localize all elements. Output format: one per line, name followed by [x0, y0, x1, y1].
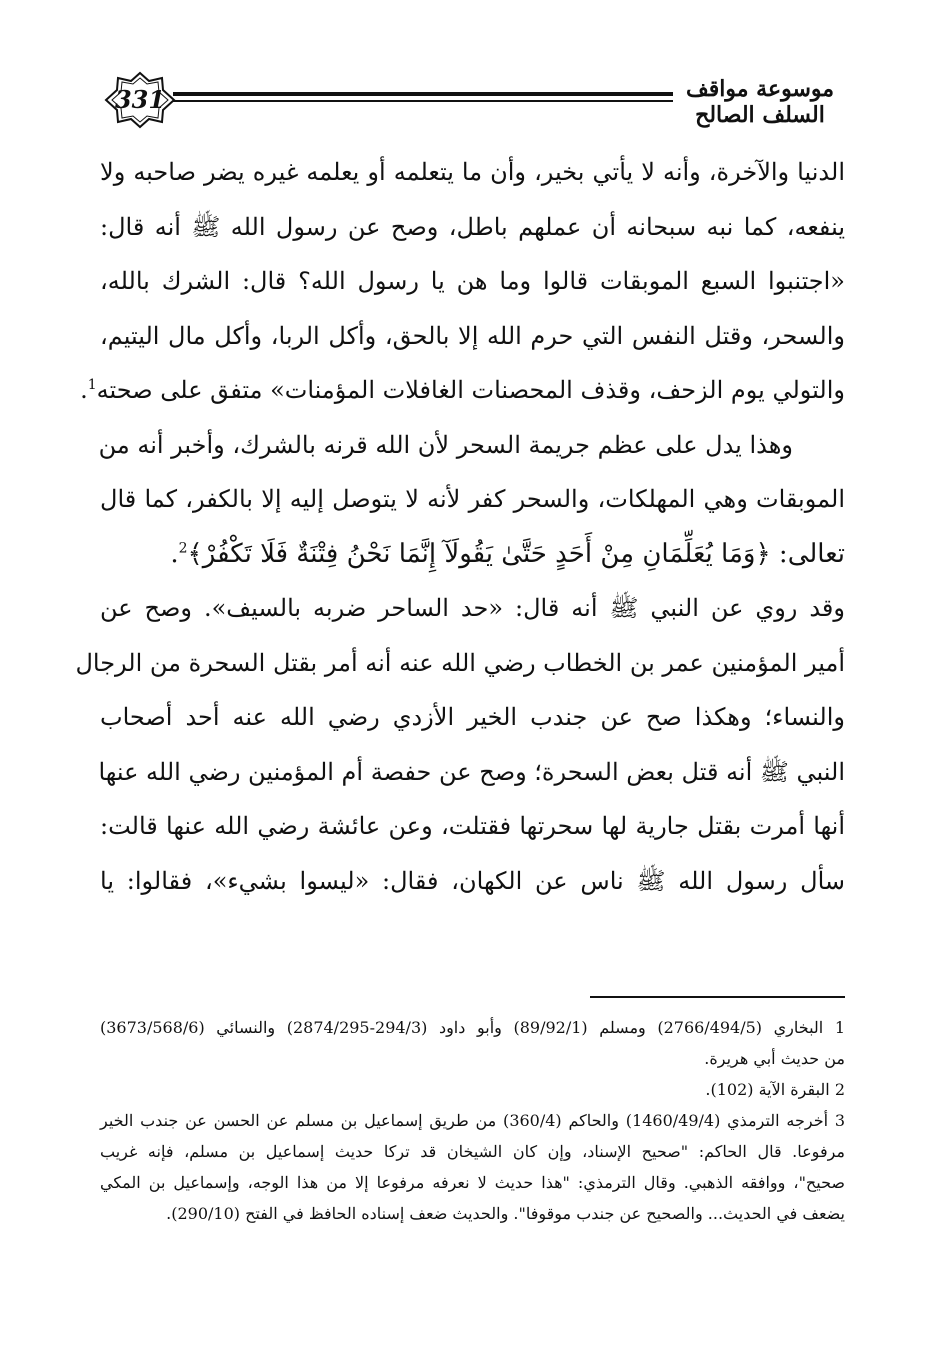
body-line: النبي ﷺ أنه قتل بعض السحرة؛ وصح عن حفصة أم المؤمنين رضي الله عنها	[98, 757, 845, 786]
footnote-line: 1 البخاري (2766/494/5) ومسلم (89/92/1) وأبو داود (294/3-2874/295) والنسائي (3673/568/6)	[100, 1018, 846, 1037]
body-line: وهذا يدل على عظم جريمة السحر لأن الله قرنه بالشرك، وأخبر أنه من	[98, 430, 793, 459]
header-rule	[173, 92, 673, 106]
body-line: والسحر، وقتل النفس التي حرم الله إلا بالحق، وأكل الربا، وأكل مال اليتيم،	[100, 321, 845, 350]
footnote-line: 3 أخرجه الترمذي (1460/49/4) والحاكم (360/4) من طريق إسماعيل بن مسلم عن الحسن عن جندب الخير	[100, 1111, 846, 1130]
page-header	[95, 62, 855, 142]
footnotes	[100, 1012, 845, 1229]
body-line: والتولي يوم الزحف، وقذف المحصنات الغافلات المؤمنات» متفق على صحته$^1$.	[80, 376, 845, 404]
page-number-badge	[105, 72, 175, 128]
body-line: «اجتنبوا السبع الموبقات قالوا وما هن يا رسول الله؟ قال: الشرك بالله،	[100, 267, 845, 295]
body-line: أنها أمرت بقتل جارية لها سحرتها فقتلت، وعن عائشة رضي الله عنها قالت:	[100, 812, 845, 840]
footnote-line: مرفوعا. قال الحاكم: "صحيح الإسناد، وإن كان الشيخان قد تركا حديث إسماعيل بن مسلم، فإنه غريب	[100, 1142, 845, 1161]
body-line: والنساء؛ وهكذا صح عن جندب الخير الأزدي رضي الله عنه أحد أصحاب	[100, 703, 845, 731]
footnote-line: 2 البقرة الآية (102).	[705, 1080, 845, 1099]
body-line: الدنيا والآخرة، وأنه لا يأتي بخير، وأن ما يتعلمه أو يعلمه غيره يضر صاحبه ولا	[100, 158, 845, 186]
body-line: أمير المؤمنين عمر بن الخطاب رضي الله عنه أنه أمر بقتل السحرة من الرجال	[75, 648, 845, 677]
series-title: موسوعة مواقف السلف الصالح	[685, 76, 835, 128]
body-line: الموبقات وهي المهلكات، والسحر كفر لأنه لا يتوصل إليه إلا بالكفر، كما قال	[100, 485, 845, 513]
footnote-ref: 1	[87, 377, 97, 393]
body-line: تعالى: ﴿وَمَا يُعَلِّمَانِ مِنْ أَحَدٍ حَتَّىٰ يَقُولَآ إِنَّمَا نَحْنُ فِتْنَةٌ فَلَا تَكْفُرْ﴾$^2$.	[170, 538, 845, 569]
footnote-line: صحيح"، ووافقه الذهبي. وقال الترمذي: "هذا حديث لا نعرفه مرفوعا إلا من هذا الوجه، وإسماعيل بن المكي	[100, 1173, 845, 1192]
body-line: وقد روي عن النبي ﷺ أنه قال: «حد الساحر ضربه بالسيف». وصح عن	[100, 594, 845, 622]
body-line: سأل رسول الله ﷺ ناس عن الكهان، فقال: «ليسوا بشيء»، فقالوا: يا	[100, 866, 845, 895]
footnote-line: من حديث أبي هريرة.	[704, 1049, 845, 1068]
footnote-divider	[590, 996, 845, 998]
body-line: ينفعه، كما نبه سبحانه أن عملهم باطل، وصح عن رسول الله ﷺ أنه قال:	[100, 212, 845, 241]
footnote-line: يضعف في الحديث... والصحيح عن جندب موقوفا". والحديث ضعف إسناده الحافظ في الفتح (290/10).	[166, 1204, 845, 1223]
page-number: 331	[114, 85, 166, 114]
body-text	[75, 145, 845, 908]
footnote-ref: 2	[178, 539, 188, 556]
